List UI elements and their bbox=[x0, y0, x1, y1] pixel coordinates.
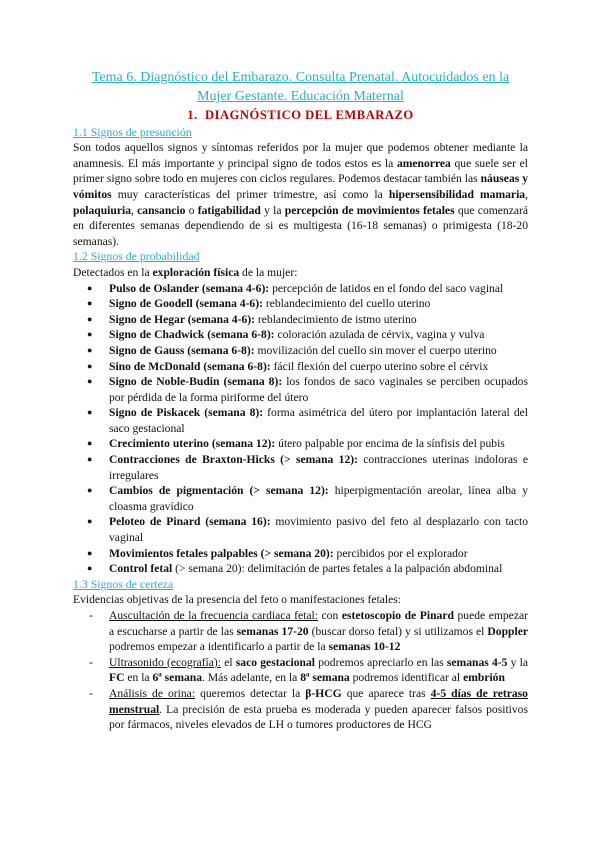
subsection-heading-probabilidad: 1.2 Signos de probabilidad bbox=[73, 249, 200, 264]
list-item: ● Sino de McDonald (semana 6-8): fácil flexión del cuerpo uterino sobre el cérvix bbox=[109, 359, 528, 375]
certainty-signs-list bbox=[73, 608, 528, 733]
list-item: ● Signo de Gauss (semana 6-8): movilización del cuello sin mover el cuerpo uterino bbox=[109, 343, 528, 359]
list-item: ● Peloteo de Pinard (semana 16): movimiento pasivo del feto al desplazarlo con tacto vaginal bbox=[109, 514, 528, 545]
paragraph-presuncion: Son todos aquellos signos y síntomas referidos por la mujer que podemos obtener mediante la anamnesis. El más importante y principal signo de todos estos es la amenorrea que suele ser el primer signo sobre todo en mujeres con ciclos regulares. Podemos destacar también las náuseas y vómitos muy características del primer trimestre, así como la hipersensibilidad mamaria, polaquiuria, cansancio o fatigabilidad y la percepción de movimientos fetales que comenzará en diferentes semanas dependiendo de si es multigesta (16-18 semanas) o primigesta (18-20 semanas). bbox=[73, 141, 529, 248]
subsection-heading-presuncion: 1.1 Signos de presunción bbox=[73, 124, 192, 139]
list-item: ● Signo de Noble-Budin (semana 8): los fondos de saco vaginales se perciben ocupados por pérdida de la forma piriforme del útero bbox=[109, 374, 528, 405]
list-item: ● Signo de Piskacek (semana 8): forma asimétrica del útero por implantación lateral del saco gestacional bbox=[109, 405, 528, 436]
list-item: - Ultrasonido (ecografía): el saco gestacional podremos apreciarlo en las semanas 4-5 y la FC en la 6ª semana. Más adelante, en la 8ª semana podremos identificar al embrión bbox=[109, 655, 528, 686]
subsection-heading-certeza: 1.3 Signos de certeza bbox=[73, 576, 174, 591]
list-item: ● Signo de Hegar (semana 4-6): reblandecimiento de istmo uterino bbox=[109, 312, 528, 328]
list-item: ● Crecimiento uterino (semana 12): útero palpable por encima de la sínfisis del pubis bbox=[109, 436, 528, 452]
section-heading bbox=[73, 108, 528, 124]
list-item: ● Movimientos fetales palpables (> semana 20): percibidos por el explorador bbox=[109, 546, 528, 562]
section-number: 1. bbox=[187, 108, 198, 122]
document-title: Tema 6. Diagnóstico del Embarazo. Consulta Prenatal. Autocuidados en la Mujer Gestante. Educación Maternal bbox=[91, 70, 510, 104]
list-item: ● Contracciones de Braxton-Hicks (> semana 12): contracciones uterinas indoloras e irregulares bbox=[109, 452, 528, 483]
section-title: DIAGNÓSTICO DEL EMBARAZO bbox=[205, 108, 414, 122]
paragraph-certeza-intro: Evidencias objetivas de la presencia del feto o manifestaciones fetales: bbox=[73, 593, 402, 607]
list-item: ● Pulso de Oslander (semana 4-6): percepción de latidos en el fondo del saco vaginal bbox=[109, 281, 528, 297]
list-item: - Análisis de orina: queremos detectar la β-HCG que aparece tras 4-5 días de retraso menstrual. La precisión de esta prueba es moderada y pueden aparecer falsos positivos por fármacos, niveles elevados de LH o tumores productores de HCG bbox=[109, 686, 528, 733]
list-item: ● Signo de Goodell (semana 4-6): reblandecimiento del cuello uterino bbox=[109, 296, 528, 312]
list-item: ● Signo de Chadwick (semana 6-8): coloración azulada de cérvix, vagina y vulva bbox=[109, 327, 528, 343]
list-item: - Auscultación de la frecuencia cardiaca fetal: con estetoscopio de Pinard puede empezar a escucharse a partir de las semanas 17-20 (buscar dorso fetal) y si utilizamos el Doppler podremos empezar a identificarlo a partir de la semanas 10-12 bbox=[109, 608, 528, 655]
paragraph-probabilidad-intro: Detectados en la exploración física de la mujer: bbox=[73, 265, 298, 279]
list-item: ● Cambios de pigmentación (> semana 12): hiperpigmentación areolar, línea alba y cloasma gravídico bbox=[109, 483, 528, 514]
list-item: ● Control fetal (> semana 20): delimitación de partes fetales a la palpación abdominal bbox=[109, 561, 528, 577]
probability-signs-list bbox=[73, 281, 528, 577]
